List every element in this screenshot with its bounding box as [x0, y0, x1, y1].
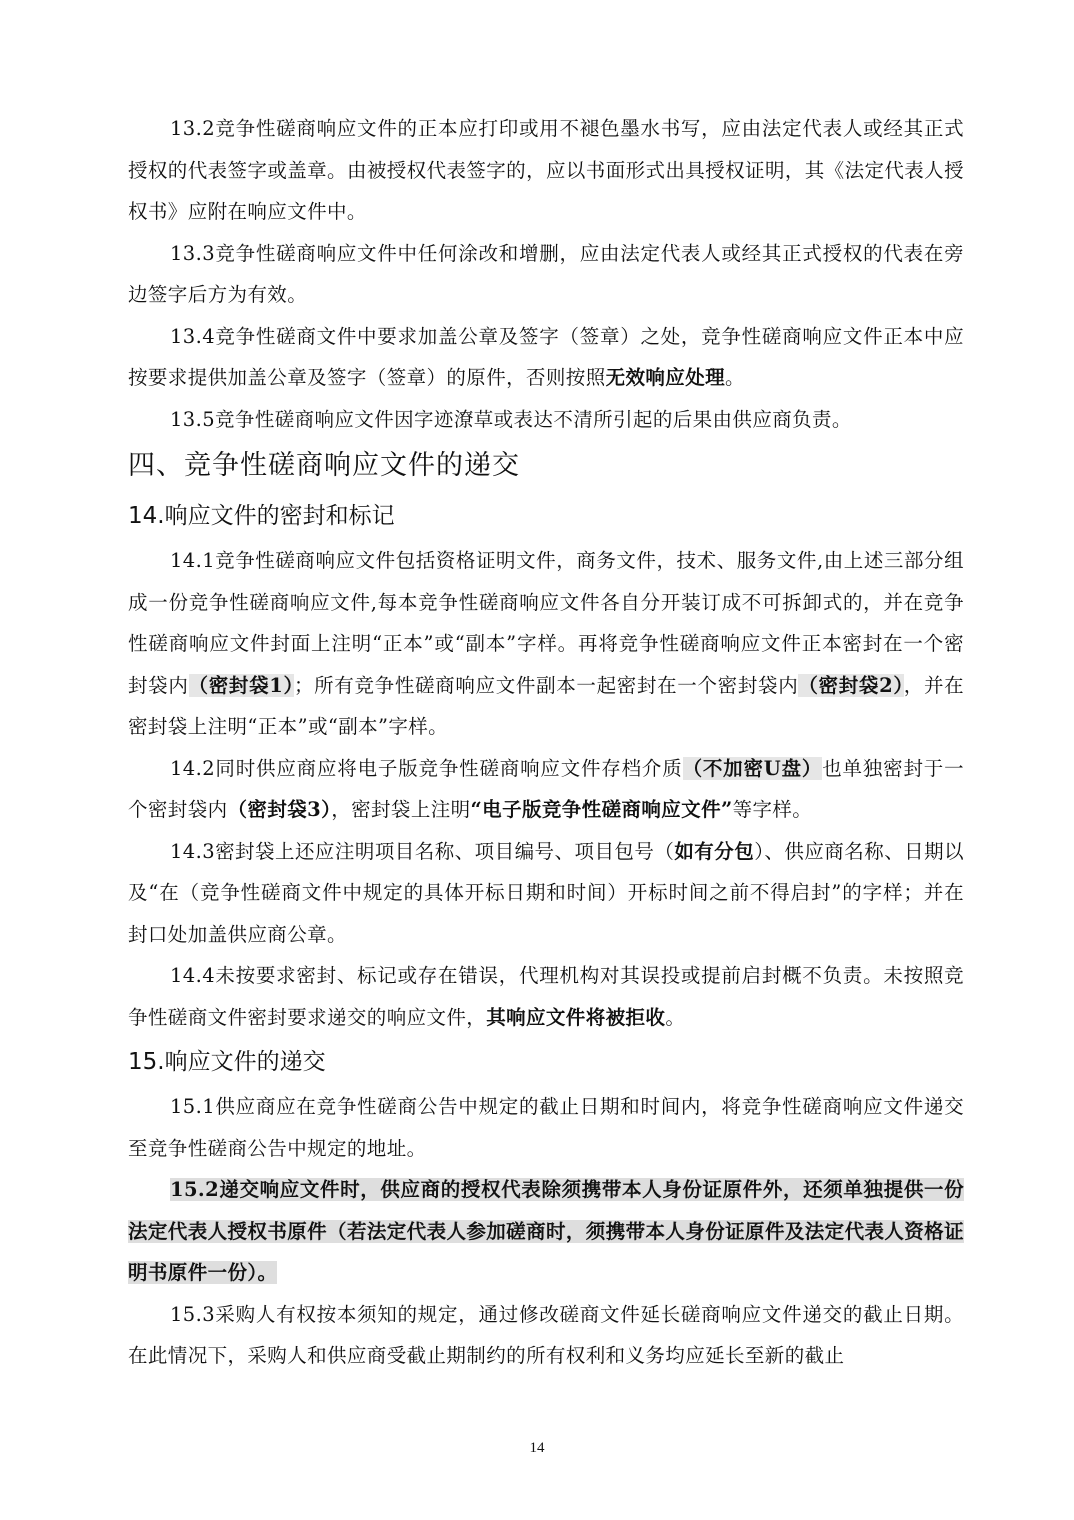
paragraph-15-3: 15.3采购人有权按本须知的规定，通过修改磋商文件延长磋商响应文件递交的截止日期。在此情况下，采购人和供应商受截止期制约的所有权利和义务均应延长至新的截止: [128, 1302, 964, 1367]
paragraph-14-2: [128, 748, 964, 831]
paragraph-text: ；所有竞争性磋商响应文件副本一起密封在一个密封袋内: [293, 673, 799, 697]
paragraph-13-2: 13.2竞争性磋商响应文件的正本应打印或用不褪色墨水书写，应由法定代表人或经其正式授权的代表签字或盖章。由被授权代表签字的，应以书面形式出具授权证明，其《法定代表人授权书》应附在响应文件中。: [128, 117, 964, 223]
section-heading-4: 四、竞争性磋商响应文件的递交: [128, 450, 520, 481]
paragraph-13-5: 13.5竞争性磋商响应文件因字迹潦草或表达不清所引起的后果由供应商负责。: [170, 407, 852, 431]
bold-text: 如有分包: [674, 839, 755, 863]
paragraph-14-1: [128, 540, 964, 748]
paragraph-13-4: [128, 316, 964, 399]
paragraph-text: 也单独密封于一个密封袋内: [128, 756, 965, 821]
highlighted-bold-text: （密封袋2）: [798, 673, 904, 697]
paragraph-text: 14.2同时供应商应将电子版竞争性磋商响应文件存档介质: [170, 756, 683, 780]
paragraph-15-1: 15.1供应商应在竞争性磋商公告中规定的截止日期和时间内，将竞争性磋商响应文件递交至竞争性磋商公告中规定的地址。: [128, 1095, 964, 1160]
paragraph-text: 。: [665, 1005, 686, 1029]
highlighted-bold-text: 15.2递交响应文件时，供应商的授权代表除须携带本人身份证原件外，还须单独提供一份法定代表人授权书原件（若法定代表人参加磋商时，须携带本人身份证原件及法定代表人资格证明书原件一份）。: [128, 1178, 964, 1284]
paragraph-text: ）、供应商名称、日期以及“在（竞争性磋商文件中规定的具体开标日期和时间）开标时间之前不得启封”的字样；并在封口处加盖供应商公章。: [128, 839, 964, 946]
highlighted-bold-text: （密封袋1）: [188, 673, 294, 697]
page-number: 14: [529, 1440, 545, 1456]
bold-text: 无效响应处理: [605, 366, 726, 389]
page-content: [128, 108, 964, 1377]
paragraph-text: 。: [725, 366, 745, 389]
bold-text: “电子版竞争性磋商响应文件”: [470, 798, 733, 821]
bold-text: （密封袋3）: [227, 798, 332, 821]
paragraph-14-3: [128, 831, 964, 956]
paragraph-text: 14.1竞争性磋商响应文件包括资格证明文件，商务文件，技术、服务文件,由上述三部分组成一份竞争性磋商响应文件,每本竞争性磋商响应文件各自分开装订成不可拆卸式的，并在竞争性磋商响应文件封面上注明“正本”或“副本”字样。再将竞争性磋商响应文件正本密封在一个密封袋内: [128, 549, 964, 697]
paragraph-15-2: [128, 1169, 964, 1294]
paragraph-text: 14.4未按要求密封、标记或存在错误，代理机构对其误投或提前启封概不负责。未按照竞争性磋商文件密封要求递交的响应文件，: [128, 964, 964, 1029]
paragraph-text: ，密封袋上注明: [331, 798, 471, 821]
paragraph-text: 等字样。: [732, 798, 813, 821]
paragraph-14-4: [128, 955, 964, 1038]
paragraph-text: 13.4竞争性磋商文件中要求加盖公章及签字（签章）之处，竞争性磋商响应文件正本中应按要求提供加盖公章及签字（签章）的原件，否则按照: [128, 324, 964, 389]
subheading-14: 14.响应文件的密封和标记: [128, 503, 395, 529]
highlighted-bold-text: （不加密U盘）: [682, 756, 823, 780]
subheading-15: 15.响应文件的递交: [128, 1049, 326, 1075]
bold-text: 其响应文件将被拒收: [486, 1005, 666, 1029]
paragraph-13-3: 13.3竞争性磋商响应文件中任何涂改和增删，应由法定代表人或经其正式授权的代表在旁边签字后方为有效。: [128, 241, 964, 306]
paragraph-text: 14.3密封袋上还应注明项目名称、项目编号、项目包号（: [170, 839, 675, 863]
paragraph-text: ，并在密封袋上注明“正本”或“副本”字样。: [128, 673, 965, 738]
